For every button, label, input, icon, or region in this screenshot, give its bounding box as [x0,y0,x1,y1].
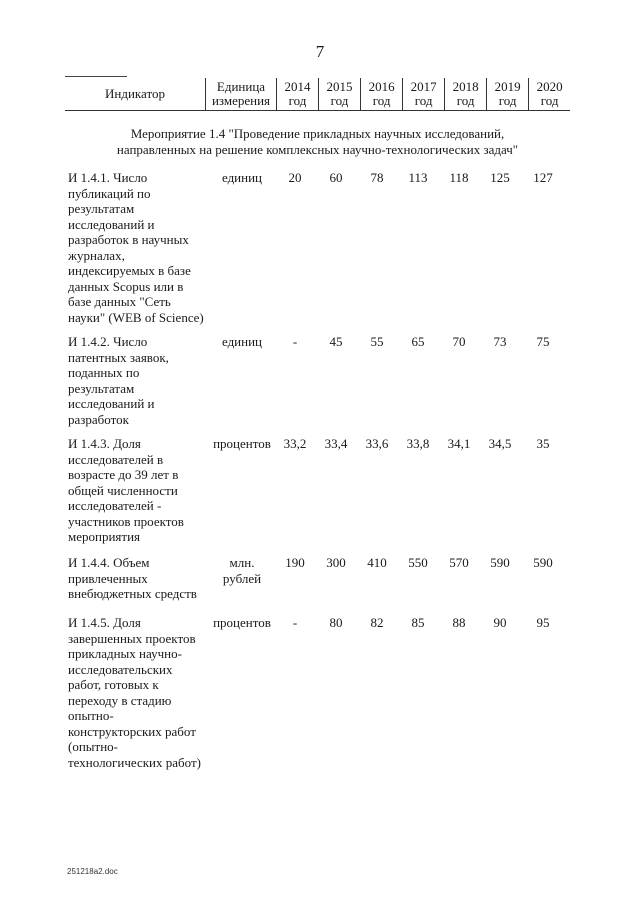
year-label: 2015 [326,79,353,94]
indicator-line: привлеченных [68,570,148,586]
indicator-text [68,334,210,427]
year-label: 2020 [536,79,563,94]
value-2014: 33,2 [283,436,307,451]
indicator-line: результатам [68,380,135,396]
header-year-2019 [487,78,529,111]
value-2017: 113 [408,170,428,185]
indicator-line: разработок [68,411,129,427]
value-2019: 125 [490,170,510,185]
value-2019: 34,5 [488,436,512,451]
table-header [65,78,570,111]
value-2020: 590 [533,555,553,570]
indicator-line: исследовательских [68,661,173,677]
header-year-2015 [319,78,361,111]
year-label: 2018 [452,79,479,94]
indicator-text [68,555,210,602]
value-2017: 65 [411,334,425,349]
value-2015: 300 [326,555,346,570]
indicator-line: результатам [68,201,135,216]
unit-cell [208,170,276,186]
value-2016: 55 [370,334,384,349]
value-2019: 73 [493,334,507,349]
indicator-line: поданных по [68,365,140,380]
value-2015: 60 [329,170,343,185]
table-header-row [65,78,570,111]
indicator-line: переходу в стадию [68,692,172,708]
indicator-line: технологических работ) [68,754,201,770]
indicator-line: И 1.4.5. Доля [68,615,141,630]
unit-line: рублей [222,570,262,586]
value-2019: 590 [490,555,510,570]
value-2015: 45 [329,334,343,349]
year-label: 2014 [284,79,311,94]
year-word: год [288,93,307,108]
unit-line: млн. [229,555,255,570]
value-2015: 33,4 [324,436,348,451]
unit-line: единиц [221,170,263,185]
page-number: 7 [315,42,325,61]
header-year-2014 [277,78,319,111]
year-word: год [540,93,559,108]
indicator-text [68,170,210,325]
indicator-line: прикладных научно- [68,646,182,661]
section-title-line2: направленных на решение комплексных научно-технологических задач" [116,142,519,157]
value-2014: 20 [288,170,302,185]
indicator-line: И 1.4.4. Объем [68,555,150,570]
indicator-line: базе данных "Сеть [68,294,171,309]
year-label: 2019 [494,79,521,94]
header-rule [65,76,127,77]
unit-cell [208,334,276,350]
value-2016: 33,6 [365,436,389,451]
indicator-line: (опытно- [68,739,118,754]
indicator-line: разработок в научных [68,232,189,247]
value-2020: 127 [533,170,553,185]
header-indicator: Индикатор [105,86,165,101]
indicator-line: участников проектов [68,513,184,529]
header-unit [206,78,277,111]
unit-cell [208,555,276,586]
unit-line: единиц [221,334,263,349]
value-2018: 70 [452,334,466,349]
value-2016: 78 [370,170,384,185]
indicator-line: индексируемых в базе [68,263,191,278]
header-year-2016 [361,78,403,111]
value-2020: 35 [536,436,550,451]
unit-cell [208,436,276,452]
indicator-line: внебюджетных средств [68,586,197,601]
value-2016: 82 [370,615,384,630]
header-unit-line1: Единица [216,79,266,94]
value-2020: 95 [536,615,550,630]
year-label: 2017 [410,79,437,94]
year-word: год [414,93,433,108]
value-2017: 33,8 [406,436,430,451]
indicator-line: работ, готовых к [68,677,159,692]
section-title [65,126,570,158]
unit-cell [208,615,276,631]
value-2017: 85 [411,615,425,630]
footer-filename: 251218a2.doc [67,867,118,876]
unit-line: процентов [213,436,271,451]
value-2014: 190 [285,555,305,570]
unit-line: процентов [213,615,271,630]
indicator-line: мероприятия [68,529,141,544]
value-2014: - [292,334,298,349]
year-word: год [456,93,475,108]
value-2016: 410 [367,555,387,570]
indicator-line: опытно- [68,708,114,723]
indicator-line: завершенных проектов [68,630,196,646]
indicator-line: И 1.4.3. Доля [68,436,141,451]
header-year-2018 [445,78,487,111]
year-label: 2016 [368,79,395,94]
indicator-line: возрасте до 39 лет в [68,467,179,482]
value-2019: 90 [493,615,507,630]
value-2018: 88 [452,615,466,630]
header-year-2017 [403,78,445,111]
indicator-line: И 1.4.2. Число [68,334,148,349]
indicator-line: исследований и [68,396,155,411]
indicator-line: конструкторских работ [68,723,196,739]
year-word: год [330,93,349,108]
header-year-2020 [529,78,570,111]
value-2014: - [292,615,298,630]
value-2020: 75 [536,334,550,349]
value-2017: 550 [408,555,428,570]
indicator-line: журналах, [68,247,125,263]
indicator-text [68,436,210,545]
indicator-text [68,615,210,770]
indicator-line: патентных заявок, [68,349,169,365]
header-unit-line2: измерения [211,93,271,108]
value-2018: 34,1 [447,436,471,451]
indicator-line: исследователей - [68,498,162,513]
indicator-line: исследований и [68,216,155,232]
section-title-line1: Мероприятие 1.4 "Проведение прикладных научных исследований, [130,126,505,141]
value-2015: 80 [329,615,343,630]
indicator-line: публикаций по [68,185,151,201]
indicator-line: науки" (WEB of Science) [68,309,204,325]
indicator-line: И 1.4.1. Число [68,170,148,185]
indicator-line: данных Scopus или в [68,278,184,294]
year-word: год [498,93,517,108]
indicator-line: общей численности [68,482,178,498]
year-word: год [372,93,391,108]
indicator-line: исследователей в [68,451,164,467]
value-2018: 570 [449,555,469,570]
value-2018: 118 [449,170,469,185]
